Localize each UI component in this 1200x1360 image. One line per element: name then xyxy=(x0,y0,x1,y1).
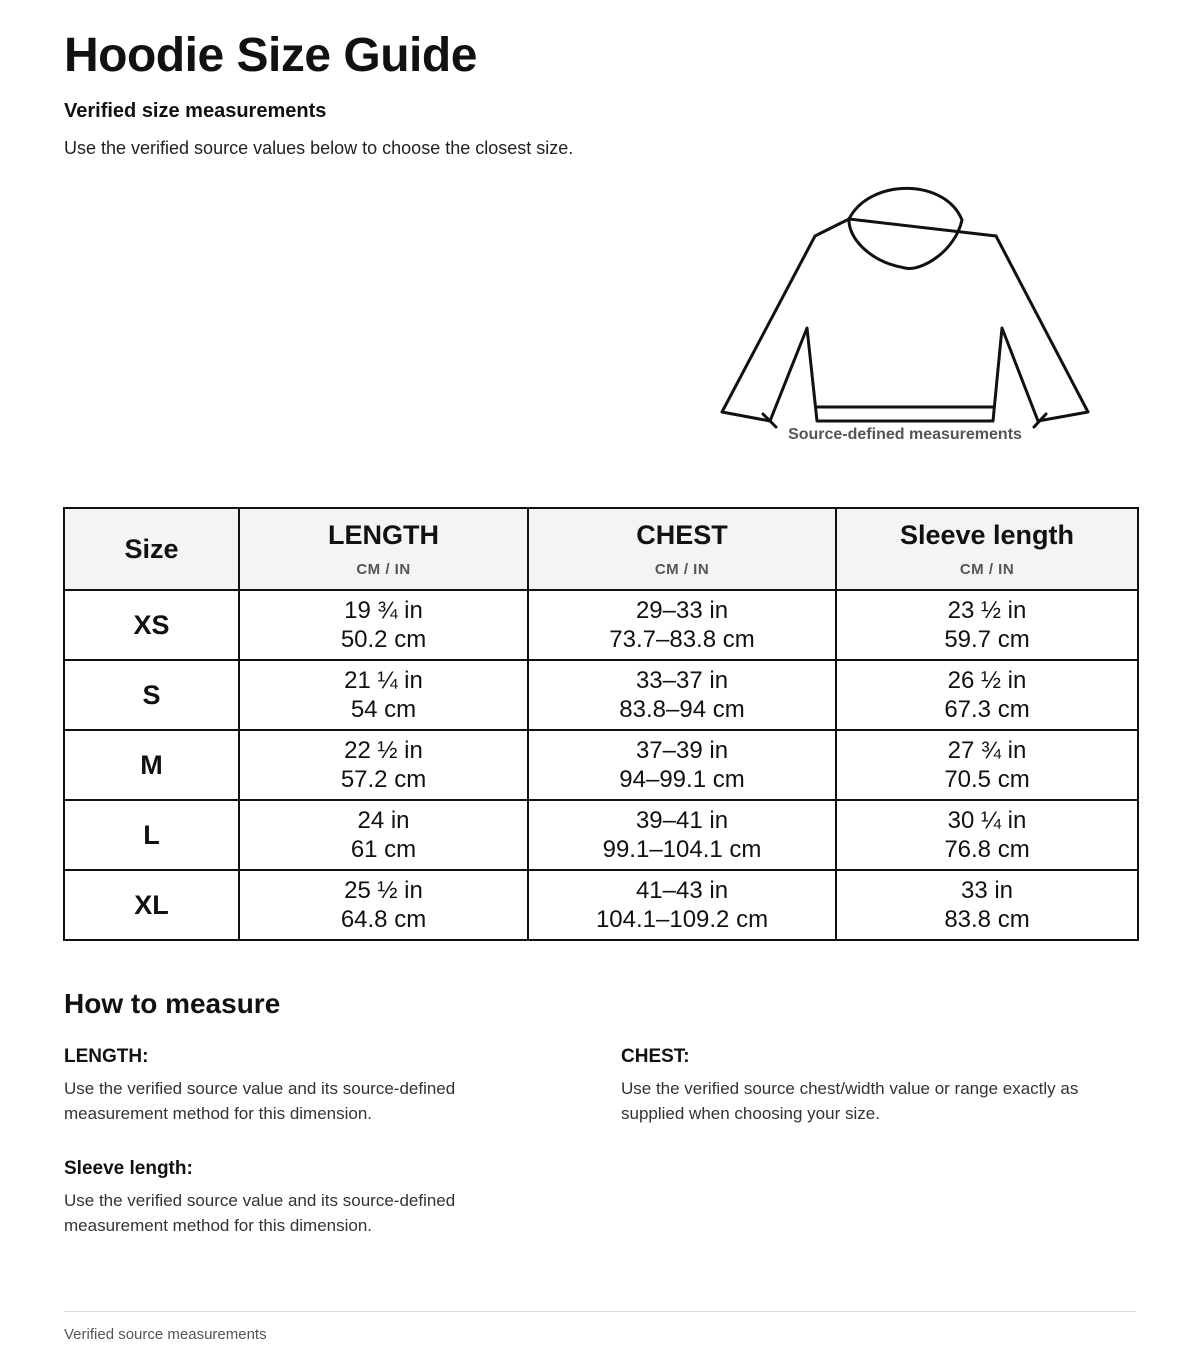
sleeve-cell xyxy=(836,660,1138,730)
table-row xyxy=(64,660,1138,730)
chest-cell xyxy=(528,730,836,800)
column-header-size xyxy=(64,508,239,590)
measure-item-description: Use the verified source value and its source-defined measurement method for this dimension. xyxy=(64,1079,456,1123)
chest-inches: 37–39 in xyxy=(635,737,729,764)
length-cell xyxy=(239,800,528,870)
footer-note: Verified source measurements xyxy=(64,1326,267,1343)
chest-cm: 99.1–104.1 cm xyxy=(602,836,762,863)
length-cell xyxy=(239,660,528,730)
measure-item-description: Use the verified source value and its source-defined measurement method for this dimension. xyxy=(64,1191,456,1235)
table-row xyxy=(64,870,1138,940)
length-inches: 21 ¼ in xyxy=(344,667,423,694)
table-row xyxy=(64,800,1138,870)
chest-cm: 104.1–109.2 cm xyxy=(595,906,769,933)
hoodie-outline-icon xyxy=(715,180,1095,430)
chest-cell xyxy=(528,800,836,870)
length-cm: 61 cm xyxy=(350,836,417,863)
length-cell xyxy=(239,870,528,940)
length-cm: 50.2 cm xyxy=(340,626,427,653)
size-chart-table xyxy=(63,507,1139,941)
column-header-label: Sleeve length xyxy=(899,520,1075,550)
size-cell: M xyxy=(64,730,239,800)
length-cm: 54 cm xyxy=(350,696,417,723)
chest-cm: 94–99.1 cm xyxy=(619,766,745,793)
chest-inches: 29–33 in xyxy=(635,597,729,624)
length-inches: 25 ½ in xyxy=(344,877,423,904)
sleeve-cm: 59.7 cm xyxy=(944,626,1030,653)
page-title: Hoodie Size Guide xyxy=(64,29,477,82)
chest-cell xyxy=(528,660,836,730)
table-header-row xyxy=(64,508,1138,590)
measure-item-label: LENGTH: xyxy=(64,1046,149,1067)
length-inches: 24 in xyxy=(357,807,410,834)
measure-item-label: Sleeve length: xyxy=(64,1158,193,1179)
measure-item-description: Use the verified source chest/width value or range exactly as supplied when choosing your size. xyxy=(621,1079,1079,1123)
sleeve-cm: 76.8 cm xyxy=(944,836,1030,863)
column-header-label: LENGTH xyxy=(328,520,439,550)
measure-item-sleeve-length xyxy=(64,1158,544,1238)
column-header-chest xyxy=(528,508,836,590)
sleeve-inches: 33 in xyxy=(960,877,1014,904)
measure-item-label: CHEST: xyxy=(621,1046,690,1067)
column-header-sleeve-length xyxy=(836,508,1138,590)
sleeve-inches: 23 ½ in xyxy=(947,597,1027,624)
how-to-measure-heading: How to measure xyxy=(64,988,281,1019)
sleeve-cell xyxy=(836,590,1138,660)
size-cell: L xyxy=(64,800,239,870)
footer-divider xyxy=(64,1311,1136,1312)
chest-inches: 41–43 in xyxy=(635,877,729,904)
chest-cm: 83.8–94 cm xyxy=(619,696,745,723)
length-cell xyxy=(239,590,528,660)
chest-cell xyxy=(528,870,836,940)
table-row xyxy=(64,730,1138,800)
size-cell: S xyxy=(64,660,239,730)
sleeve-cm: 67.3 cm xyxy=(944,696,1030,723)
illustration-caption: Source-defined measurements xyxy=(788,426,1022,443)
sleeve-cell xyxy=(836,730,1138,800)
chest-inches: 33–37 in xyxy=(635,667,729,694)
sleeve-inches: 27 ¾ in xyxy=(947,737,1027,764)
length-cm: 57.2 cm xyxy=(340,766,427,793)
page-subtitle: Verified size measurements xyxy=(64,100,327,122)
sleeve-inches: 26 ½ in xyxy=(947,667,1027,694)
column-header-unit: CM / IN xyxy=(654,561,710,578)
intro-text: Use the verified source values below to choose the closest size. xyxy=(64,138,574,158)
sleeve-cm: 83.8 cm xyxy=(944,906,1030,933)
sleeve-inches: 30 ¼ in xyxy=(947,807,1027,834)
column-header-label: Size xyxy=(124,533,179,564)
size-cell: XL xyxy=(64,870,239,940)
sleeve-cell xyxy=(836,800,1138,870)
chest-inches: 39–41 in xyxy=(635,807,729,834)
sleeve-cm: 70.5 cm xyxy=(944,766,1030,793)
sleeve-cell xyxy=(836,870,1138,940)
chest-cm: 73.7–83.8 cm xyxy=(609,626,755,653)
column-header-label: CHEST xyxy=(636,520,728,550)
measure-item-length xyxy=(64,1046,544,1126)
length-cm: 64.8 cm xyxy=(340,906,427,933)
size-cell: XS xyxy=(64,590,239,660)
length-inches: 22 ½ in xyxy=(344,737,423,764)
measure-item-chest xyxy=(621,1046,1121,1126)
chest-cell xyxy=(528,590,836,660)
table-row xyxy=(64,590,1138,660)
length-inches: 19 ¾ in xyxy=(344,597,423,624)
column-header-unit: CM / IN xyxy=(356,561,411,578)
length-cell xyxy=(239,730,528,800)
hoodie-illustration xyxy=(715,180,1095,450)
column-header-length xyxy=(239,508,528,590)
column-header-unit: CM / IN xyxy=(959,561,1015,578)
